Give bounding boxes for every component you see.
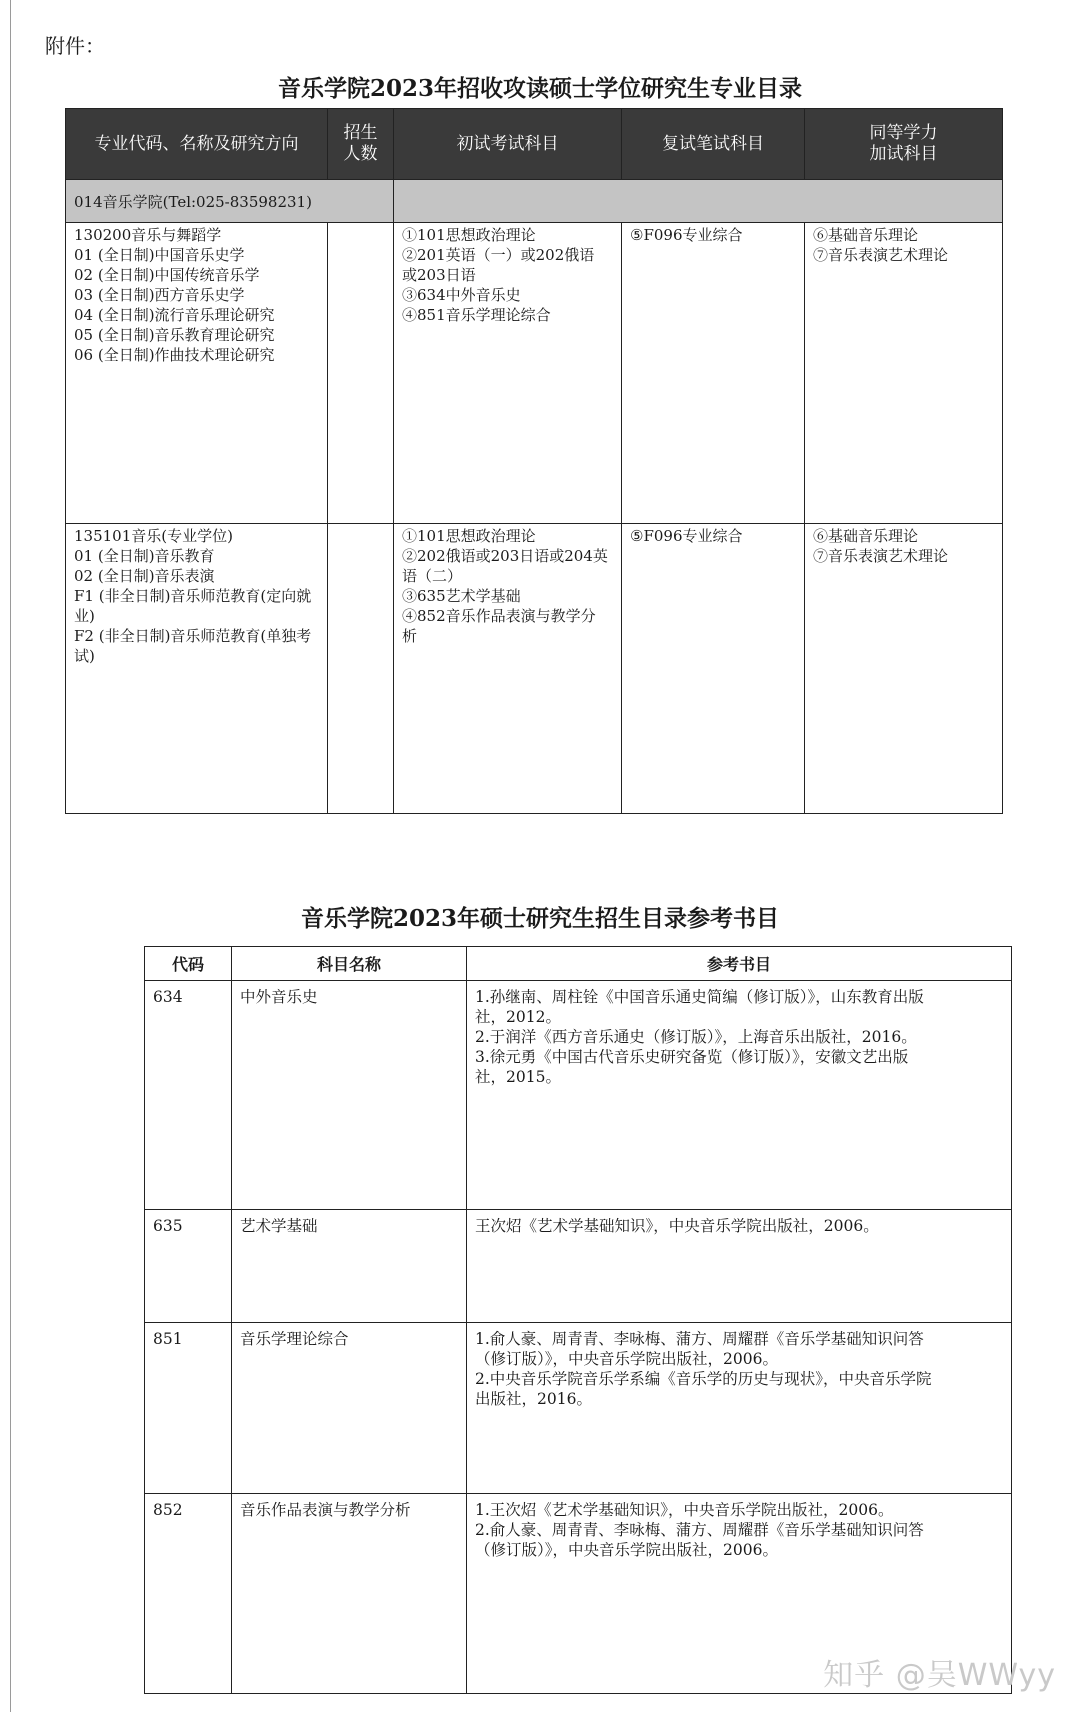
reference-row [145, 1323, 1012, 1494]
header-retest-exam: 复试笔试科目 [622, 109, 805, 180]
header-code: 代码 [145, 947, 232, 981]
extra-exam-cell: ⑥基础音乐理论 ⑦音乐表演艺术理论 [813, 527, 949, 565]
header-quota: 招生 人数 [328, 109, 394, 180]
references-title: 音乐学院2023年硕士研究生招生目录参考书目 [300, 905, 779, 932]
header-initial-exam: 初试考试科目 [394, 109, 622, 180]
subject-name: 中外音乐史 [240, 988, 318, 1006]
subject-code: 634 [153, 988, 183, 1006]
attachment-label: 附件： [45, 34, 105, 58]
header-extra-exam: 同等学力 加试科目 [805, 109, 1003, 180]
program-catalog-table [65, 108, 1003, 814]
subject-code: 851 [153, 1330, 183, 1348]
subject-code: 852 [153, 1501, 183, 1519]
header-reference-books: 参考书目 [467, 947, 1012, 981]
reference-books: 1.王次炤《艺术学基础知识》，中央音乐学院出版社，2006。 2.俞人豪、周青青、李咏梅、蒲方、周耀群《音乐学基础知识问答 （修订版）》，中央音乐学院出版社，2006。 [475, 1501, 924, 1559]
reference-books-table [144, 946, 1012, 1694]
header-program: 专业代码、名称及研究方向 [66, 109, 328, 180]
reference-books: 1.俞人豪、周青青、李咏梅、蒲方、周耀群《音乐学基础知识问答 （修订版）》，中央音乐学院出版社，2006。 2.中央音乐学院音乐学系编《音乐学的历史与现状》，中央音乐学院 出版社，2016。 [475, 1330, 932, 1408]
initial-exam-cell: ①101思想政治理论 ②202俄语或203日语或204英 语（二） ③635艺术学基础 ④852音乐作品表演与教学分 析 [402, 527, 608, 645]
quota-cell [328, 223, 393, 225]
reference-row [145, 1210, 1012, 1323]
retest-exam-cell: ⑤F096专业综合 [630, 527, 743, 545]
catalog-header-row [66, 109, 1003, 180]
reference-books: 王次炤《艺术学基础知识》，中央音乐学院出版社，2006。 [475, 1217, 879, 1235]
header-subject-name: 科目名称 [232, 947, 467, 981]
subject-name: 艺术学基础 [240, 1217, 318, 1235]
subject-code: 635 [153, 1217, 183, 1235]
extra-exam-cell: ⑥基础音乐理论 ⑦音乐表演艺术理论 [813, 226, 949, 264]
zhihu-watermark: 知乎 @吴WWyy [823, 1658, 1056, 1693]
initial-exam-cell: ①101思想政治理论 ②201英语（一）或202俄语 或203日语 ③634中外音乐史 ④851音乐学理论综合 [402, 226, 595, 324]
reference-row [145, 981, 1012, 1210]
department-row-blank [394, 180, 1003, 223]
subject-name: 音乐作品表演与教学分析 [240, 1501, 411, 1519]
catalog-row [66, 223, 1003, 524]
program-cell: 135101音乐(专业学位) 01 (全日制)音乐教育 02 (全日制)音乐表演 F1 (非全日制)音乐师范教育(定向就 业) F2 (非全日制)音乐师范教育(单独考 试) [74, 527, 312, 665]
retest-exam-cell: ⑤F096专业综合 [630, 226, 743, 244]
reference-books: 1.孙继南、周柱铨《中国音乐通史简编（修订版）》，山东教育出版 社，2012。 2.于润洋《西方音乐通史（修订版）》，上海音乐出版社，2016。 3.徐元勇《中国古代音乐史研究备览（修订版）》，安徽文艺出版 社，2015。 [475, 988, 924, 1086]
program-cell: 130200音乐与舞蹈学 01 (全日制)中国音乐史学 02 (全日制)中国传统音乐学 03 (全日制)西方音乐史学 04 (全日制)流行音乐理论研究 05 (全日制)音乐教育理论研究 06 (全日制)作曲技术理论研究 [74, 226, 275, 364]
page-left-edge [10, 0, 11, 1712]
references-header-row [145, 947, 1012, 981]
catalog-row [66, 524, 1003, 814]
quota-cell [328, 524, 393, 526]
department-row [66, 180, 1003, 223]
department-name: 014音乐学院(Tel:025-83598231) [74, 193, 312, 211]
subject-name: 音乐学理论综合 [240, 1330, 349, 1348]
catalog-title: 音乐学院2023年招收攻读硕士学位研究生专业目录 [277, 75, 802, 102]
